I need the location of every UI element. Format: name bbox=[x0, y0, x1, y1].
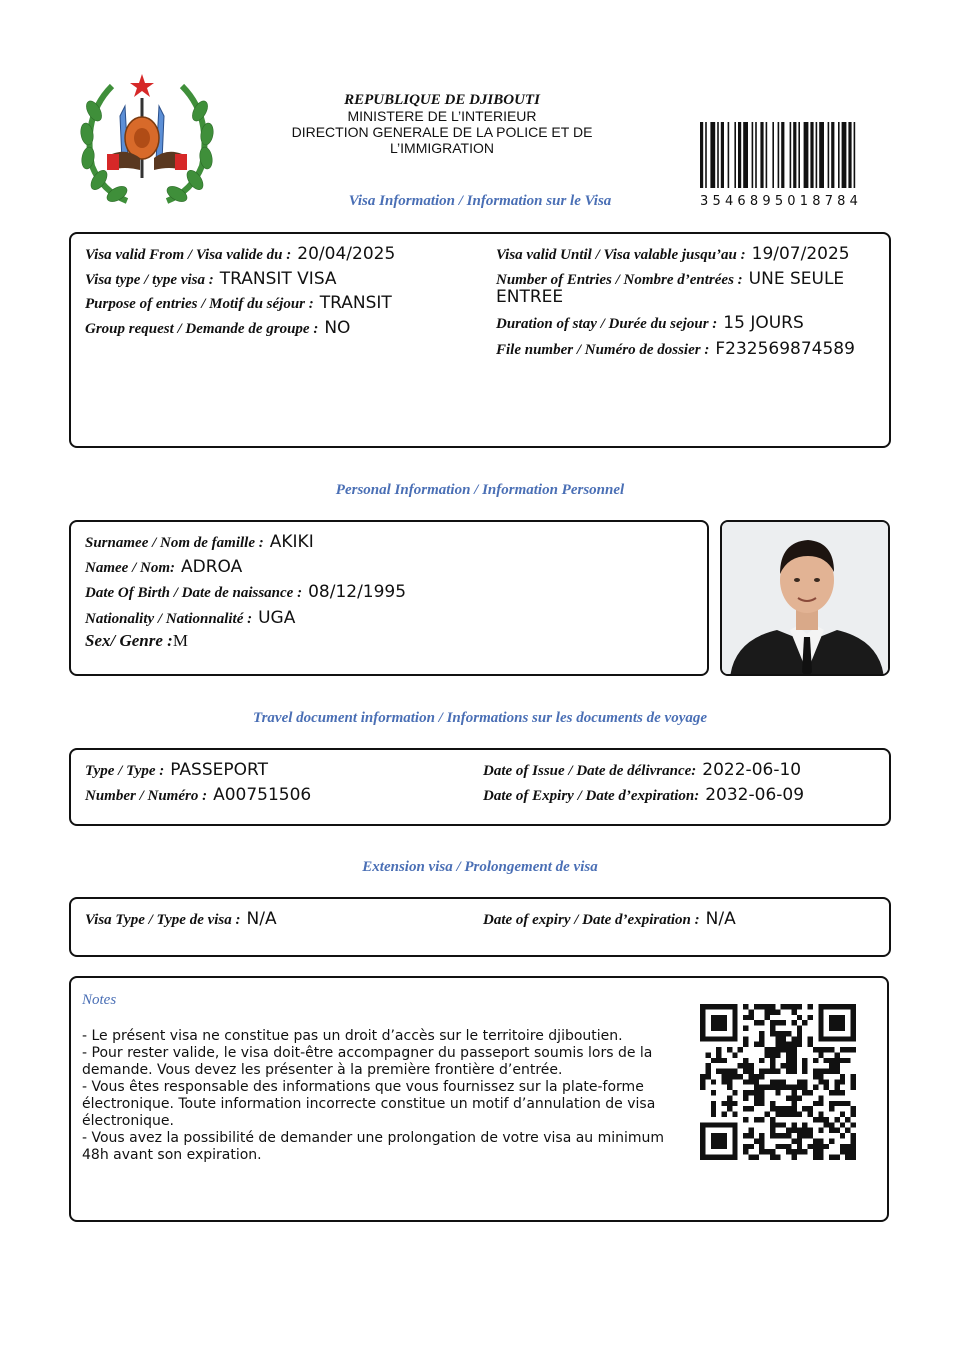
visa-purpose-value: TRANSIT bbox=[319, 293, 392, 313]
ext-expiry-value: N/A bbox=[705, 909, 736, 929]
visa-valid-from-value: 20/04/2025 bbox=[297, 244, 396, 264]
visa-valid-from-label: Visa valid From / Visa valide du : bbox=[85, 247, 292, 263]
ministry-title: MINISTERE DE L’INTERIEUR bbox=[347, 108, 537, 124]
visa-type-value: TRANSIT VISA bbox=[219, 269, 337, 289]
name-label: Namee / Nom: bbox=[85, 560, 175, 576]
issue-date-label: Date of Issue / Date de délivrance: bbox=[483, 763, 697, 779]
direction-title-2: L’IMMIGRATION bbox=[390, 140, 494, 156]
sex-label: Sex/ Genre : bbox=[85, 631, 173, 650]
surname-label: Surnamee / Nom de famille : bbox=[85, 535, 264, 551]
duration-value: 15 JOURS bbox=[723, 313, 804, 333]
qr-code bbox=[700, 1004, 856, 1160]
note-item: - Vous êtes responsable des informations que vous fournissez sur la plate-forme électronique. Toute information incorrecte constitue un motif d’annulation de visa électronique. bbox=[82, 1079, 656, 1129]
ext-visa-type-value: N/A bbox=[246, 909, 277, 929]
note-item: - Vous avez la possibilité de demander une prolongation de votre visa au minimum 48h avant son expiration. bbox=[82, 1130, 665, 1163]
visa-valid-until-value: 19/07/2025 bbox=[751, 244, 850, 264]
group-request-label: Group request / Demande de groupe : bbox=[85, 321, 319, 337]
travel-document-box bbox=[69, 748, 891, 826]
direction-title: DIRECTION GENERALE DE LA POLICE ET DE bbox=[291, 124, 593, 140]
section-title-extension: Extension visa / Prolongement de visa bbox=[362, 859, 598, 875]
name-value: ADROA bbox=[180, 557, 243, 577]
notes-title: Notes bbox=[82, 992, 117, 1008]
dob-value: 08/12/1995 bbox=[308, 582, 407, 602]
surname-value: AKIKI bbox=[269, 532, 314, 552]
note-item: - Pour rester valide, le visa doit-être accompagner du passeport soumis lors de la demande. Vous devez les présenter à la première frontière d’entrée. bbox=[82, 1045, 653, 1078]
holder-photo bbox=[720, 520, 890, 676]
expiry-date-label: Date of Expiry / Date d’expiration: bbox=[483, 788, 700, 804]
section-title-personal: Personal Information / Information Personnel bbox=[335, 482, 625, 498]
expiry-date-value: 2032-06-09 bbox=[705, 785, 805, 805]
duration-label: Duration of stay / Durée du sejour : bbox=[496, 316, 718, 332]
notes-text bbox=[82, 1028, 692, 1164]
republic-title: REPUBLIQUE DE DJIBOUTI bbox=[344, 92, 540, 108]
doc-number-label: Number / Numéro : bbox=[85, 788, 208, 804]
visa-type-label: Visa type / type visa : bbox=[85, 272, 214, 288]
entries-value-2: ENTREE bbox=[496, 287, 564, 307]
doc-type-value: PASSEPORT bbox=[170, 760, 268, 780]
nationality-label: Nationality / Nationnalité : bbox=[85, 611, 253, 627]
file-number-value: F232569874589 bbox=[715, 339, 855, 359]
section-title-visa: Visa Information / Information sur le Visa bbox=[348, 193, 612, 209]
issuing-authority bbox=[272, 92, 612, 156]
entries-value: UNE SEULE bbox=[748, 269, 845, 289]
visa-purpose-label: Purpose of entries / Motif du séjour : bbox=[85, 296, 314, 312]
barcode-number: 3546895018784 bbox=[700, 194, 863, 209]
visa-info-box bbox=[69, 232, 891, 448]
national-emblem bbox=[72, 66, 222, 211]
file-number-label: File number / Numéro de dossier : bbox=[496, 342, 710, 358]
ext-expiry-label: Date of expiry / Date d’expiration : bbox=[483, 912, 700, 928]
entries-label: Number of Entries / Nombre d’entrées : bbox=[496, 272, 743, 288]
issue-date-value: 2022-06-10 bbox=[702, 760, 802, 780]
visa-valid-until-label: Visa valid Until / Visa valable jusqu’au : bbox=[496, 247, 746, 263]
sex-value: M bbox=[172, 631, 188, 650]
nationality-value: UGA bbox=[258, 608, 296, 628]
doc-type-label: Type / Type : bbox=[85, 763, 165, 779]
portrait-image bbox=[722, 522, 890, 676]
personal-info-box bbox=[69, 520, 709, 676]
doc-number-value: A00751506 bbox=[213, 785, 312, 805]
ext-visa-type-label: Visa Type / Type de visa : bbox=[85, 912, 241, 928]
note-item: - Le présent visa ne constitue pas un droit d’accès sur le territoire djiboutien. bbox=[82, 1028, 623, 1044]
extension-box bbox=[69, 897, 891, 957]
section-title-travel: Travel document information / Informations sur les documents de voyage bbox=[252, 710, 708, 726]
dob-label: Date Of Birth / Date de naissance : bbox=[85, 585, 303, 601]
group-request-value: NO bbox=[324, 318, 351, 338]
barcode bbox=[700, 122, 896, 188]
